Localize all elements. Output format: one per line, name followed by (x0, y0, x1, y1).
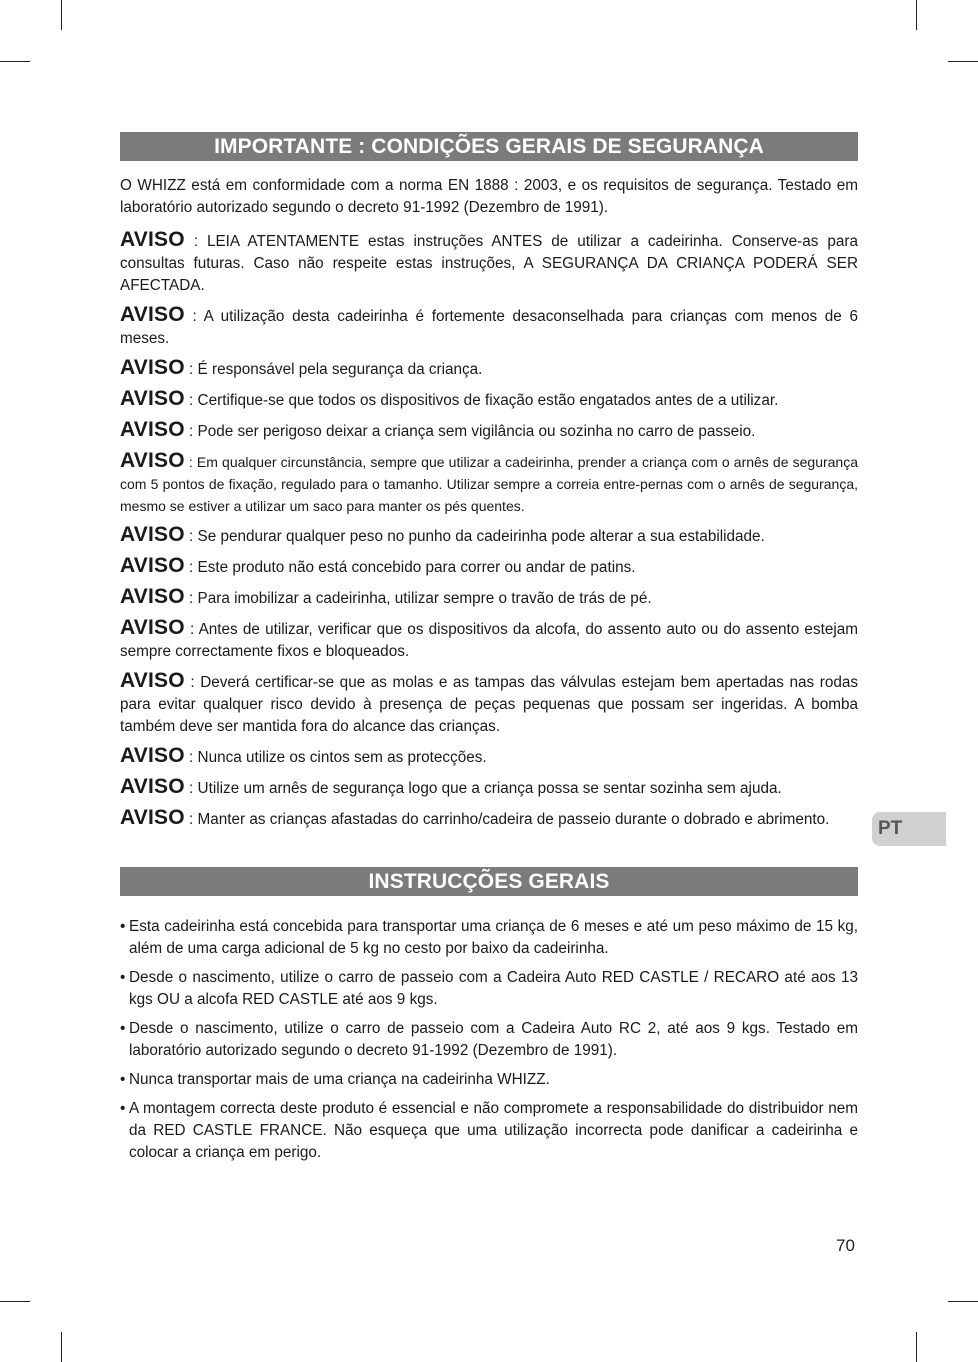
list-item (120, 916, 858, 960)
warning-text: : A utilização desta cadeirinha é fortemente desaconselhada para crianças com menos de 6 meses. (120, 308, 859, 347)
bullet-icon: • (120, 1020, 126, 1037)
warning-item (120, 555, 858, 579)
crop-mark (61, 1332, 62, 1362)
warning-item (120, 419, 858, 443)
warning-text: : Para imobilizar a cadeirinha, utilizar sempre o travão de trás de pé. (189, 590, 652, 607)
warning-label: AVISO (120, 554, 185, 577)
page-content (120, 132, 858, 1171)
list-item-text: A montagem correcta deste produto é essencial e não compromete a responsabilidade do distribuidor nem da RED CASTLE FRANCE. Não esqueça que uma utilização incorrecta pode danificar a cadeirinha e colocar a criança em perigo. (129, 1100, 858, 1161)
warning-text: : Em qualquer circunstância, sempre que utilizar a cadeirinha, prender a criança com o arnês de segurança com 5 pontos de fixação, regulado para o tamanho. Utilizar sempre a correia entre-pernas com o arnês de segurança, mesmo se estiver a utilizar um saco para manter os pés quentes. (120, 454, 858, 514)
warning-label: AVISO (120, 806, 185, 829)
warning-item (120, 776, 858, 800)
bullet-icon: • (120, 1100, 126, 1117)
warning-text: : Antes de utilizar, verificar que os dispositivos da alcofa, do assento auto ou do assento estejam sempre correctamente fixos e bloqueados. (120, 621, 858, 660)
list-item-text: Desde o nascimento, utilize o carro de passeio com a Cadeira Auto RC 2, até aos 9 kgs. Testado em laboratório autorizado segundo o decreto 91-1992 (Dezembro de 1991). (129, 1020, 858, 1059)
warning-text: : Este produto não está concebido para correr ou andar de patins. (189, 559, 636, 576)
warning-item (120, 357, 858, 381)
general-instructions-title: INSTRUCÇÕES GERAIS (120, 867, 858, 896)
warning-text: : LEIA ATENTAMENTE estas instruções ANTES de utilizar a cadeirinha. Conserve-as para consultas futuras. Caso não respeite estas instruções, A SEGURANÇA DA CRIANÇA PODERÁ SER AFECTADA. (120, 233, 858, 294)
page-number: 70 (836, 1236, 855, 1255)
warning-item (120, 388, 858, 412)
bullet-icon: • (120, 969, 126, 986)
warning-text: : É responsável pela segurança da criança. (189, 361, 483, 378)
crop-mark (0, 61, 30, 62)
warning-item (120, 586, 858, 610)
warning-item (120, 807, 858, 831)
warning-label: AVISO (120, 775, 185, 798)
warning-item (120, 670, 858, 738)
warning-item (120, 617, 858, 663)
warning-label: AVISO (120, 228, 185, 251)
warning-item (120, 450, 858, 517)
warning-text: : Manter as crianças afastadas do carrinho/cadeira de passeio durante o dobrado e abrimento. (189, 811, 830, 828)
warning-item (120, 524, 858, 548)
bullet-icon: • (120, 918, 126, 935)
warning-text: : Se pendurar qualquer peso no punho da cadeirinha pode alterar a sua estabilidade. (189, 528, 765, 545)
bullet-icon: • (120, 1071, 126, 1088)
language-tab: PT (872, 812, 946, 846)
crop-mark (916, 1332, 917, 1362)
conformity-intro: O WHIZZ está em conformidade com a norma EN 1888 : 2003, e os requisitos de segurança. Testado em laboratório autorizado segundo o decreto 91-1992 (Dezembro de 1991). (120, 177, 858, 216)
warning-list (120, 229, 858, 831)
warning-item (120, 304, 858, 350)
warning-text: : Certifique-se que todos os dispositivos de fixação estão engatados antes de a utilizar. (189, 392, 779, 409)
safety-section-title: IMPORTANTE : CONDIÇÕES GERAIS DE SEGURANÇA (120, 132, 858, 161)
warning-item (120, 229, 858, 297)
warning-label: AVISO (120, 387, 185, 410)
list-item (120, 1018, 858, 1062)
crop-mark (948, 61, 978, 62)
crop-mark (61, 0, 62, 30)
warning-label: AVISO (120, 585, 185, 608)
list-item-text: Esta cadeirinha está concebida para transportar uma criança de 6 meses e até um peso máximo de 15 kg, além de uma carga adicional de 5 kg no cesto por baixo da cadeirinha. (129, 918, 858, 957)
warning-text: : Pode ser perigoso deixar a criança sem vigilância ou sozinha no carro de passeio. (189, 423, 756, 440)
warning-label: AVISO (120, 356, 185, 379)
warning-label: AVISO (120, 616, 185, 639)
warning-label: AVISO (120, 449, 185, 472)
list-item (120, 1098, 858, 1164)
list-item-text: Nunca transportar mais de uma criança na cadeirinha WHIZZ. (129, 1071, 550, 1088)
warning-label: AVISO (120, 523, 185, 546)
warning-text: : Deverá certificar-se que as molas e as tampas das válvulas estejam bem apertadas nas rodas para evitar qualquer risco devido à presença de peças pequenas que possam ser ingeridas. A bomba também deve ser mantida fora do alcance das crianças. (120, 674, 858, 735)
warning-text: : Nunca utilize os cintos sem as protecções. (189, 749, 487, 766)
list-item (120, 1069, 858, 1091)
crop-mark (916, 0, 917, 30)
warning-label: AVISO (120, 744, 185, 767)
warning-label: AVISO (120, 418, 185, 441)
crop-mark (0, 1301, 30, 1302)
list-item (120, 967, 858, 1011)
warning-label: AVISO (120, 303, 185, 326)
crop-mark (948, 1301, 978, 1302)
instructions-list (120, 916, 858, 1164)
list-item-text: Desde o nascimento, utilize o carro de passeio com a Cadeira Auto RED CASTLE / RECARO até aos 13 kgs OU a alcofa RED CASTLE até aos 9 kgs. (129, 969, 858, 1008)
warning-item (120, 745, 858, 769)
warning-label: AVISO (120, 669, 185, 692)
warning-text: : Utilize um arnês de segurança logo que a criança possa se sentar sozinha sem ajuda. (189, 780, 782, 797)
